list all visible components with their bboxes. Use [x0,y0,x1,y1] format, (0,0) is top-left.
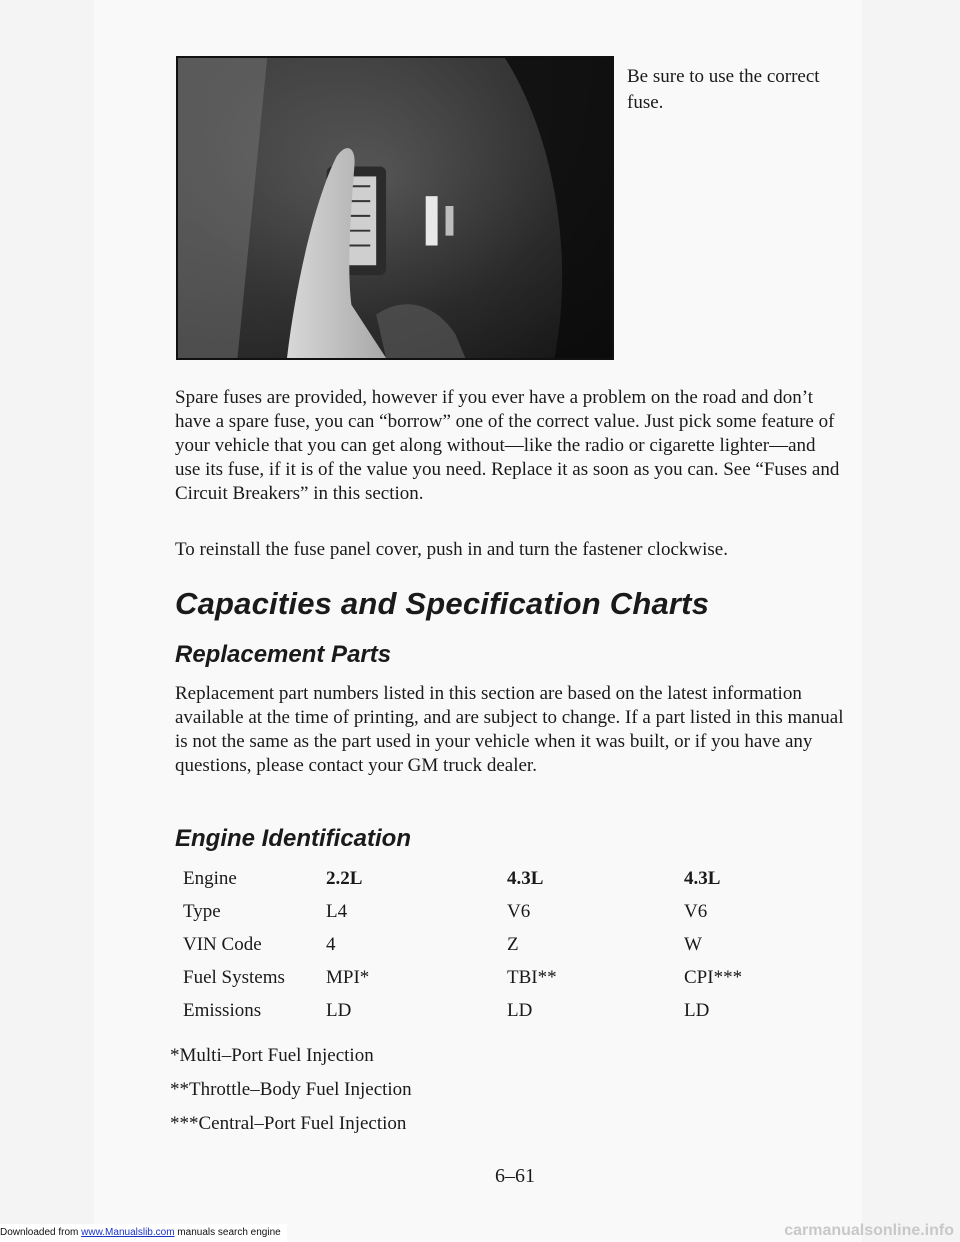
download-banner [0,1224,287,1242]
table-cell: LD [507,1000,533,1021]
row-label: Fuel Systems [183,967,285,988]
spare-fuses-paragraph: Spare fuses are provided, however if you ever have a problem on the road and don’t have a spare fuse, you can “borrow” one of the correct value. Just pick some feature of your vehicle that you can get along without—like the radio or cigarette lighter—and use its fuse, if it is of the value you need. Replace it as soon as you can. See “Fuses and Circuit Breakers” in this section. [175,387,840,504]
fuse-panel-photo [176,56,614,360]
reinstall-paragraph: To reinstall the fuse panel cover, push in and turn the fastener clockwise. [175,539,728,560]
manualslib-link[interactable]: www.Manualslib.com [81,1227,175,1238]
table-cell: 4.3L [684,868,721,889]
row-label: Emissions [183,1000,262,1021]
table-row [183,934,742,967]
table-cell: MPI* [326,967,370,988]
engine-identification-heading: Engine Identification [175,825,412,852]
table-cell: CPI*** [684,967,743,988]
table-cell: TBI** [507,967,557,988]
table-cell: Z [507,934,519,955]
table-cell: V6 [684,901,708,922]
table-cell: V6 [507,901,531,922]
table-cell: LD [326,1000,352,1021]
banner-prefix: Downloaded from [0,1227,82,1238]
table-cell: LD [684,1000,710,1021]
table-row [183,1000,742,1033]
page-number: 6–61 [495,1165,535,1187]
table-row [183,967,742,1000]
photo-caption: Be sure to use the correct fuse. [627,66,820,113]
table-cell: 4.3L [507,868,544,889]
table-cell: W [684,934,702,955]
row-label: VIN Code [183,934,262,955]
replacement-paragraph: Replacement part numbers listed in this section are based on the latest information available at the time of printing, and are subject to change. If a part listed in this manual is not the same as the part used in your vehicle when it was built, or if you have any questions, please contact your GM truck dealer. [175,683,844,776]
table-row [183,868,742,901]
footnote-mpi: *Multi–Port Fuel Injection [170,1045,374,1066]
site-watermark: carmanualsonline.info [784,1222,954,1239]
table-cell: L4 [326,901,348,922]
row-label: Engine [183,868,237,889]
footnote-cpi: ***Central–Port Fuel Injection [170,1113,407,1134]
replacement-parts-heading: Replacement Parts [175,641,392,668]
row-label: Type [183,901,221,922]
table-row [183,901,742,934]
banner-suffix: manuals search engine [174,1227,281,1238]
table-cell: 2.2L [326,868,363,889]
footnote-tbi: **Throttle–Body Fuel Injection [170,1079,412,1100]
capacities-heading: Capacities and Specification Charts [175,586,710,621]
engine-identification-table [183,868,742,1033]
table-cell: 4 [326,934,336,955]
